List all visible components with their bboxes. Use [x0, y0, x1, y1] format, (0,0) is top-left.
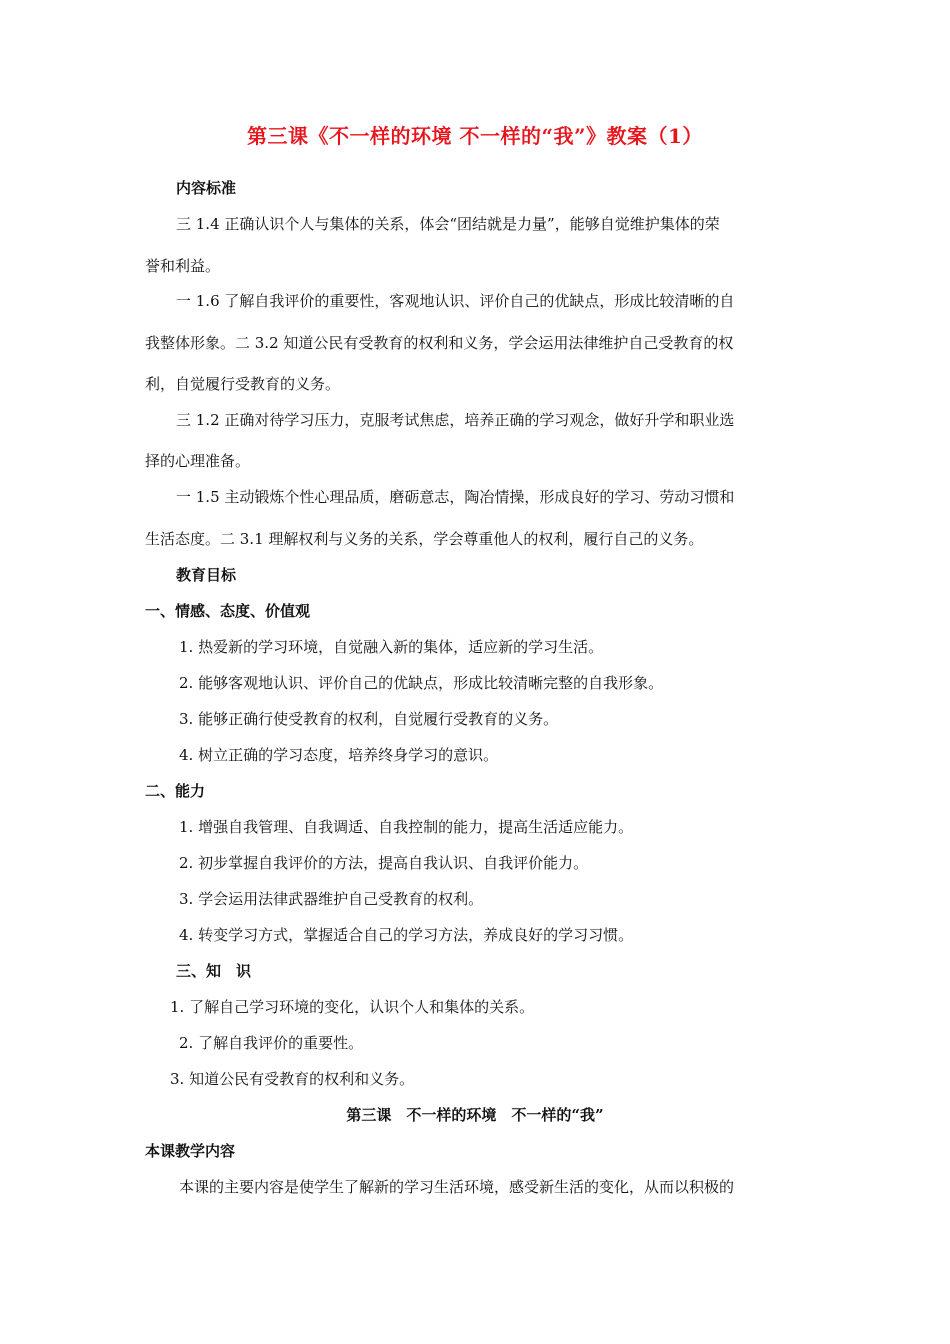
education-goals-heading: 教育目标 [176, 566, 237, 584]
content-standard-line: 我整体形象。二 3.2 知道公民有受教育的权利和义务，学会运用法律维护自己受教育的权 [145, 334, 734, 352]
lesson-title: 第三课 不一样的环境 不一样的“我” [346, 1106, 604, 1124]
content-standard-line: 三 1.2 正确对待学习压力，克服考试焦虑，培养正确的学习观念，做好升学和职业选 [176, 411, 735, 429]
ability-item: 4. 转变学习方式，掌握适合自己的学习方法，养成良好的学习习惯。 [179, 926, 634, 944]
knowledge-heading: 三、知 识 [176, 962, 252, 980]
content-standard-line: 一 1.5 主动锻炼个性心理品质，磨砺意志，陶冶情操，形成良好的学习、劳动习惯和 [176, 488, 735, 506]
lesson-content-line: 本课的主要内容是使学生了解新的学习生活环境，感受新生活的变化，从而以积极的 [179, 1178, 735, 1196]
ability-item: 3. 学会运用法律武器维护自己受教育的权利。 [179, 890, 484, 908]
knowledge-item: 2. 了解自我评价的重要性。 [179, 1034, 364, 1052]
emotion-item: 3. 能够正确行使受教育的权利，自觉履行受教育的义务。 [179, 710, 559, 728]
content-standard-heading: 内容标准 [176, 179, 237, 197]
document-title: 第三课《不一样的环境 不一样的“我”》教案（1） [247, 124, 703, 148]
emotion-item: 1. 热爱新的学习环境，自觉融入新的集体，适应新的学习生活。 [179, 638, 604, 656]
content-standard-line: 一 1.6 了解自我评价的重要性，客观地认识、评价自己的优缺点，形成比较清晰的自 [176, 292, 735, 310]
content-standard-line: 誉和利益。 [145, 257, 221, 275]
knowledge-item: 3. 知道公民有受教育的权利和义务。 [170, 1070, 415, 1088]
content-standard-line: 生活态度。二 3.1 理解权利与义务的关系，学会尊重他人的权利，履行自己的义务。 [145, 530, 704, 548]
content-standard-line: 三 1.4 正确认识个人与集体的关系，体会“团结就是力量”，能够自觉维护集体的荣 [176, 215, 720, 233]
content-standard-line: 利，自觉履行受教育的义务。 [145, 375, 341, 393]
ability-heading: 二、能力 [145, 782, 206, 800]
content-standard-line: 择的心理准备。 [145, 452, 251, 470]
emotion-heading: 一、情感、态度、价值观 [145, 602, 311, 620]
knowledge-item: 1. 了解自己学习环境的变化，认识个人和集体的关系。 [170, 998, 535, 1016]
emotion-item: 4. 树立正确的学习态度，培养终身学习的意识。 [179, 746, 499, 764]
lesson-content-heading: 本课教学内容 [145, 1142, 236, 1160]
ability-item: 1. 增强自我管理、自我调适、自我控制的能力，提高生活适应能力。 [179, 818, 634, 836]
ability-item: 2. 初步掌握自我评价的方法，提高自我认识、自我评价能力。 [179, 854, 589, 872]
emotion-item: 2. 能够客观地认识、评价自己的优缺点，形成比较清晰完整的自我形象。 [179, 674, 664, 692]
